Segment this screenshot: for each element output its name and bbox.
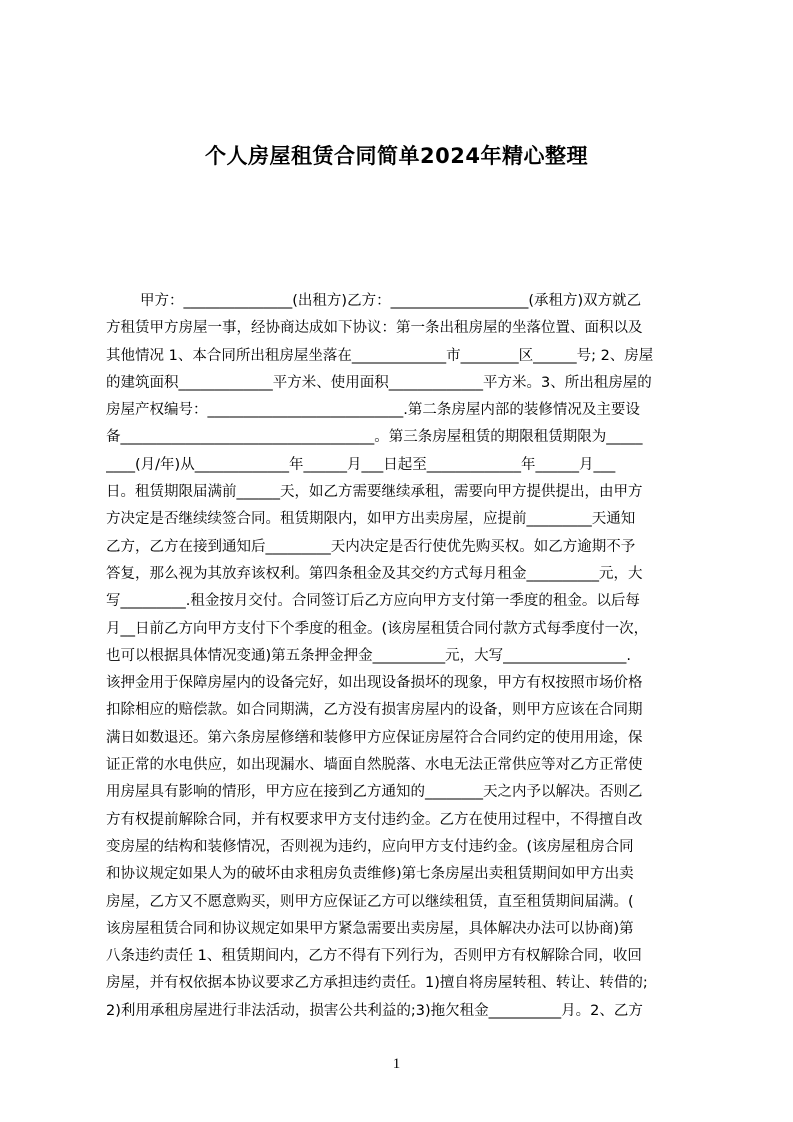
text-line: 和协议规定如果人为的破坏由求租房负责维修)第七条房屋出卖租赁期间如甲方出卖 bbox=[106, 866, 634, 883]
text-line: 扣除相应的赔偿款。如合同期满，乙方没有损害房屋内的设备，则甲方应该在合同期 bbox=[106, 702, 643, 719]
text-line: 答复，那么视为其放弃该权利。第四条租金及其交约方式每月租金__________元，大 bbox=[106, 565, 643, 582]
contract-body bbox=[106, 288, 698, 1028]
text-line: 写_________.租金按月交付。合同签订后乙方应向甲方支付第一季度的租金。以后每 bbox=[106, 593, 640, 610]
document-title: 个人房屋租赁合同简单2024年精心整理 bbox=[205, 144, 588, 168]
text-line: 变房屋的结构和装修情况，否则视为违约，应向甲方支付违约金。(该房屋租房合同 bbox=[106, 838, 634, 855]
text-line: 房屋，乙方又不愿意购买，则甲方应保证乙方可以继续租赁，直至租赁期间届满。( bbox=[106, 893, 634, 910]
text-line: 也可以根据具体情况变通)第五条押金押金__________元，大写_________________. bbox=[106, 647, 632, 664]
text-line: 方决定是否继续续签合同。租赁期限内，如甲方出卖房屋，应提前_________天通知 bbox=[106, 511, 636, 528]
text-line: 甲方：_______________(出租方)乙方：___________________(承租方)双方就乙 bbox=[140, 293, 642, 309]
page-number: 1 bbox=[392, 1056, 401, 1072]
text-line: 用房屋具有影响的情形，甲方应在接到乙方通知的________天之内予以解决。否则乙 bbox=[106, 784, 643, 801]
text-line: 该房屋租赁合同和协议规定如果甲方紧急需要出卖房屋，具体解决办法可以协商)第 bbox=[106, 920, 634, 937]
text-line: 房屋产权编号：___________________________.第二条房屋内部的装修情况及主要设 bbox=[106, 402, 640, 419]
text-line: 房屋，并有权依据本协议要求乙方承担违约责任。1)擅自将房屋转租、转让、转借的; bbox=[106, 975, 648, 992]
text-line: 乙方，乙方在接到通知后_________天内决定是否行使优先购买权。如乙方逾期不予 bbox=[106, 538, 636, 555]
text-line: 月__日前乙方向甲方支付下个季度的租金。(该房屋租赁合同付款方式每季度付一次， bbox=[106, 620, 649, 637]
text-line: 备___________________________________。第三条房屋租赁的期限租赁期限为_____ bbox=[106, 429, 643, 446]
text-line: 其他情况 1、本合同所出租房屋坐落在_____________市________区______号; 2、房屋 bbox=[106, 347, 654, 364]
text-line: 日。租赁期限届满前______天，如乙方需要继续承租，需要向甲方提供提出，由甲方 bbox=[106, 484, 643, 501]
text-line: 2)利用承租房屋进行非法活动，损害公共利益的;3)拖欠租金__________月。2、乙方 bbox=[106, 1002, 643, 1019]
text-line: 满日如数退还。第六条房屋修缮和装修甲方应保证房屋符合合同约定的使用用途，保 bbox=[106, 729, 643, 746]
text-line: 方租赁甲方房屋一事，经协商达成如下协议：第一条出租房屋的坐落位置、面积以及 bbox=[106, 320, 643, 337]
text-line: 方有权提前解除合同，并有权要求甲方支付违约金。乙方在使用过程中，不得擅自改 bbox=[106, 811, 643, 828]
text-line: ____(月/年)从_____________年______月___日起至_____________年______月___ bbox=[106, 456, 616, 473]
text-line: 该押金用于保障房屋内的设备完好，如出现设备损坏的现象，甲方有权按照市场价格 bbox=[106, 675, 643, 692]
text-line: 证正常的水电供应，如出现漏水、墙面自然脱落、水电无法正常供应等对乙方正常使 bbox=[106, 757, 643, 774]
text-line: 八条违约责任 1、租赁期间内，乙方不得有下列行为，否则甲方有权解除合同，收回 bbox=[106, 948, 642, 965]
text-line: 的建筑面积_____________平方米、使用面积_____________平方米。3、所出租房屋的 bbox=[106, 374, 652, 391]
